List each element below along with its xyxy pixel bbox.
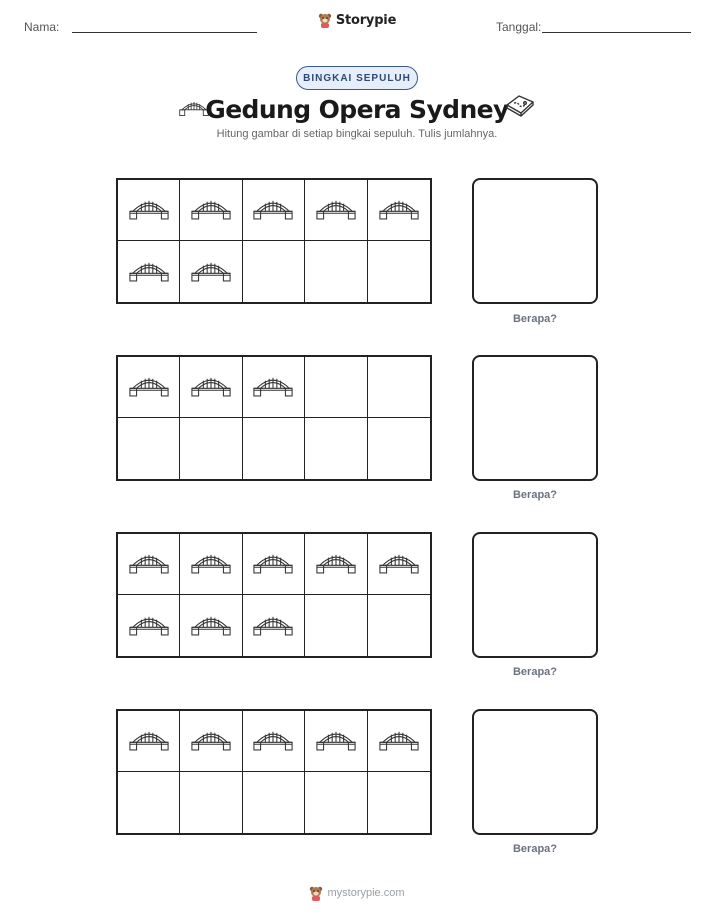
frame-cell bbox=[243, 534, 305, 595]
footer-url: mystorypie.com bbox=[327, 887, 405, 899]
frame-cell bbox=[180, 595, 242, 656]
harbour-bridge-icon bbox=[252, 194, 294, 226]
harbour-bridge-icon bbox=[190, 725, 232, 757]
frame-cell bbox=[368, 418, 430, 479]
harbour-bridge-icon bbox=[315, 548, 357, 580]
harbour-bridge-icon bbox=[190, 256, 232, 288]
title-row bbox=[0, 92, 714, 126]
frame-cell bbox=[180, 418, 242, 479]
ten-frame-2 bbox=[116, 355, 432, 481]
answer-prompt-2: Berapa? bbox=[512, 489, 558, 501]
answer-box-4[interactable] bbox=[472, 709, 598, 835]
harbour-bridge-icon bbox=[128, 256, 170, 288]
answer-box-1[interactable] bbox=[472, 178, 598, 304]
frame-cell bbox=[118, 357, 180, 418]
harbour-bridge-icon bbox=[378, 725, 420, 757]
name-line bbox=[72, 32, 257, 33]
frame-cell bbox=[368, 357, 430, 418]
frame-cell bbox=[368, 772, 430, 833]
harbour-bridge-icon bbox=[315, 194, 357, 226]
frame-cell bbox=[118, 241, 180, 302]
frame-cell bbox=[118, 595, 180, 656]
frame-cell bbox=[243, 241, 305, 302]
storypie-bear-logo bbox=[318, 12, 332, 28]
frame-cell bbox=[180, 180, 242, 241]
answer-prompt-3: Berapa? bbox=[512, 666, 558, 678]
harbour-bridge-icon bbox=[252, 610, 294, 642]
harbour-bridge-icon bbox=[190, 610, 232, 642]
frame-cell bbox=[118, 534, 180, 595]
frame-cell bbox=[243, 180, 305, 241]
map-icon bbox=[505, 93, 535, 117]
frame-cell bbox=[305, 180, 367, 241]
harbour-bridge-icon bbox=[190, 371, 232, 403]
name-label: Nama: bbox=[24, 20, 60, 34]
ten-frame-3 bbox=[116, 532, 432, 658]
brand-name: Storypie bbox=[335, 12, 397, 28]
frame-cell bbox=[243, 595, 305, 656]
frame-cell bbox=[368, 711, 430, 772]
instructions: Hitung gambar di setiap bingkai sepuluh. Tulis jumlahnya. bbox=[216, 128, 498, 140]
frame-cell bbox=[118, 418, 180, 479]
harbour-bridge-icon bbox=[128, 371, 170, 403]
harbour-bridge-icon bbox=[128, 610, 170, 642]
frame-cell bbox=[180, 711, 242, 772]
brand bbox=[0, 12, 714, 28]
harbour-bridge-icon bbox=[190, 194, 232, 226]
harbour-bridge-icon bbox=[252, 548, 294, 580]
answer-prompt-1: Berapa? bbox=[512, 313, 558, 325]
category-badge: BINGKAI SEPULUH bbox=[296, 66, 418, 90]
frame-cell bbox=[243, 357, 305, 418]
frame-cell bbox=[305, 418, 367, 479]
frame-cell bbox=[180, 241, 242, 302]
harbour-bridge-icon bbox=[378, 548, 420, 580]
frame-cell bbox=[180, 772, 242, 833]
frame-cell bbox=[305, 711, 367, 772]
harbour-bridge-icon bbox=[128, 548, 170, 580]
harbour-bridge-icon bbox=[252, 371, 294, 403]
answer-box-2[interactable] bbox=[472, 355, 598, 481]
frame-cell bbox=[118, 772, 180, 833]
frame-cell bbox=[118, 180, 180, 241]
date-label: Tanggal: bbox=[496, 20, 542, 34]
frame-cell bbox=[305, 772, 367, 833]
ten-frame-4 bbox=[116, 709, 432, 835]
frame-cell bbox=[368, 180, 430, 241]
frame-cell bbox=[243, 772, 305, 833]
harbour-bridge-icon bbox=[128, 725, 170, 757]
harbour-bridge-icon bbox=[378, 194, 420, 226]
frame-cell bbox=[305, 534, 367, 595]
ten-frame-1 bbox=[116, 178, 432, 304]
page-title: Gedung Opera Sydney bbox=[205, 94, 509, 124]
frame-cell bbox=[368, 534, 430, 595]
frame-cell bbox=[305, 357, 367, 418]
frame-cell bbox=[180, 534, 242, 595]
answer-prompt-4: Berapa? bbox=[512, 843, 558, 855]
harbour-bridge-icon bbox=[128, 194, 170, 226]
harbour-bridge-icon bbox=[190, 548, 232, 580]
frame-cell bbox=[305, 595, 367, 656]
frame-cell bbox=[243, 711, 305, 772]
harbour-bridge-icon bbox=[252, 725, 294, 757]
frame-cell bbox=[243, 418, 305, 479]
date-line bbox=[542, 32, 691, 33]
frame-cell bbox=[118, 711, 180, 772]
harbour-bridge-icon bbox=[315, 725, 357, 757]
frame-cell bbox=[180, 357, 242, 418]
frame-cell bbox=[368, 595, 430, 656]
frame-cell bbox=[368, 241, 430, 302]
answer-box-3[interactable] bbox=[472, 532, 598, 658]
frame-cell bbox=[305, 241, 367, 302]
storypie-bear-logo bbox=[309, 885, 323, 901]
footer bbox=[0, 885, 714, 901]
